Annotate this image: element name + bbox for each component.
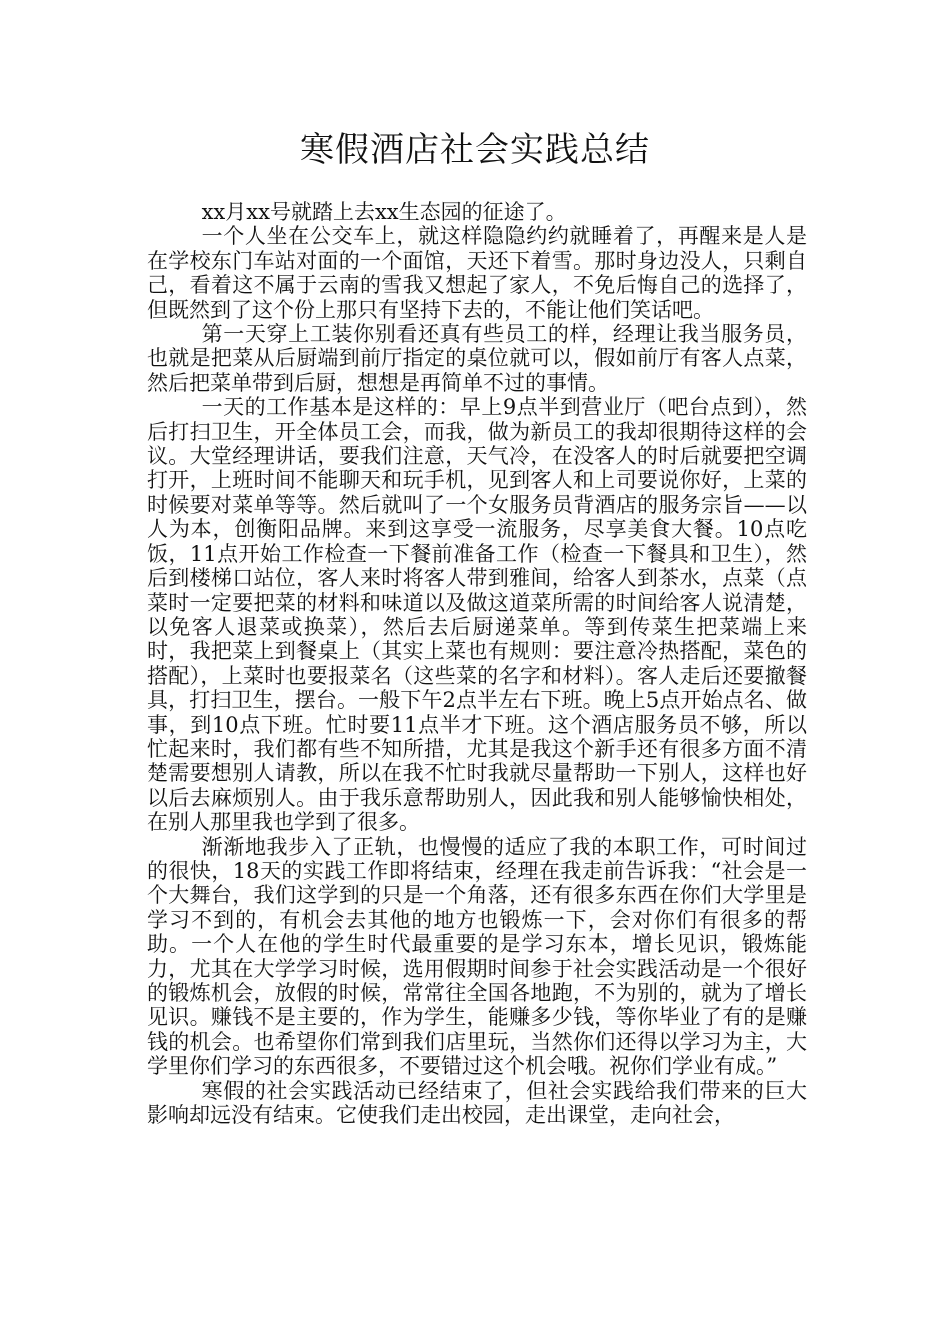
paragraph-6: 寒假的社会实践活动已经结束了，但社会实践给我们带来的巨大影响却远没有结束。它使我们走出校园，走出课堂，走向社会， — [147, 1078, 807, 1128]
paragraph-2: 一个人坐在公交车上，就这样隐隐约约就睡着了，再醒来是人是在学校东门车站对面的一个面馆，天还下着雪。那时身边没人，只剩自己，看着这不属于云南的雪我又想起了家人，不免后悔自己的选择了，但既然到了这个份上那只有坚持下去的，不能让他们笑话吧。 — [147, 224, 807, 322]
paragraph-4: 一天的工作基本是这样的：早上9点半到营业厅（吧台点到），然后打扫卫生，开全体员工会，而我，做为新员工的我却很期待这样的会议。大堂经理讲话，要我们注意，天气冷，在没客人的时后就要把空调打开，上班时间不能聊天和玩手机，见到客人和上司要说你好，上菜的时候要对菜单等等。然后就叫了一个女服务员背酒店的服务宗旨——以人为本，创衡阳品牌。来到这享受一流服务，尽享美食大餐。10点吃饭，11点开始工作检查一下餐前准备工作（检查一下餐具和卫生），然后到楼梯口站位，客人来时将客人带到雅间，给客人到茶水，点菜（点菜时一定要把菜的材料和味道以及做这道菜所需的时间给客人说清楚，以免客人退菜或换菜），然后去后厨递菜单。等到传菜生把菜端上来时，我把菜上到餐桌上（其实上菜也有规则：要注意冷热搭配，菜色的搭配），上菜时也要报菜名（这些菜的名字和材料）。客人走后还要撤餐具，打扫卫生，摆台。一般下午2点半左右下班。晚上5点开始点名、做事，到10点下班。忙时要11点半才下班。这个酒店服务员不够，所以忙起来时，我们都有些不知所措，尤其是我这个新手还有很多方面不清楚需要想别人请教，所以在我不忙时我就尽量帮助一下别人，这样也好以后去麻烦别人。由于我乐意帮助别人，因此我和别人能够愉快相处，在别人那里我也学到了很多。 — [147, 395, 807, 835]
document-body — [147, 200, 807, 1127]
paragraph-1: xx月xx号就踏上去xx生态园的征途了。 — [201, 200, 567, 224]
paragraph-3: 第一天穿上工装你别看还真有些员工的样，经理让我当服务员，也就是把菜从后厨端到前厅指定的桌位就可以，假如前厅有客人点菜，然后把菜单带到后厨，想想是再简单不过的事情。 — [147, 322, 807, 395]
paragraph-5: 渐渐地我步入了正轨，也慢慢的适应了我的本职工作，可时间过的很快，18天的实践工作即将结束，经理在我走前告诉我：“社会是一个大舞台，我们这学到的只是一个角落，还有很多东西在你们大学里是学习不到的，有机会去其他的地方也锻炼一下，会对你们有很多的帮助。一个人在他的学生时代最重要的是学习东本，增长见识，锻炼能力，尤其在大学学习时候，选用假期时间参于社会实践活动是一个很好的锻炼机会，放假的时候，常常往全国各地跑，不为别的，就为了增长见识。赚钱不是主要的，作为学生，能赚多少钱，等你毕业了有的是赚钱的机会。也希望你们常到我们店里玩，当然你们还得以学习为主，大学里你们学习的东西很多，不要错过这个机会哦。祝你们学业有成。” — [147, 834, 807, 1079]
document-title: 寒假酒店社会实践总结 — [300, 130, 650, 170]
